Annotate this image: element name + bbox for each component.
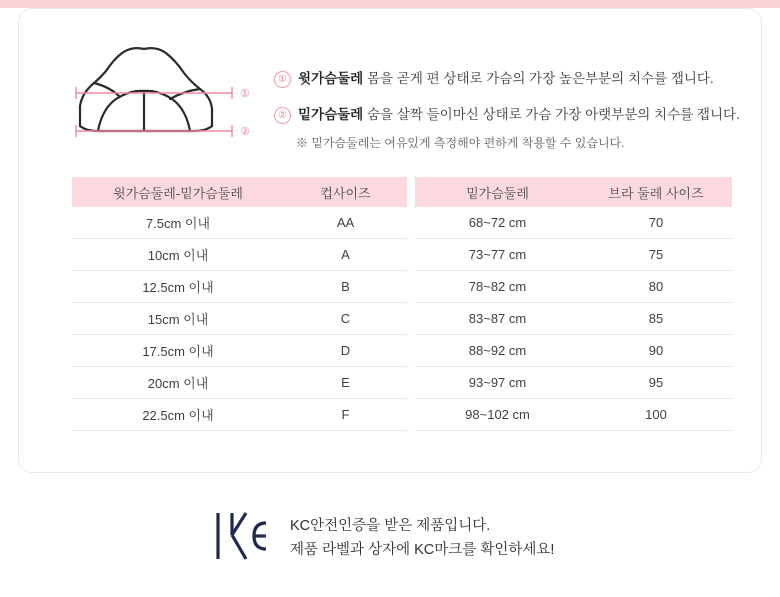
number-one-icon: ① <box>274 71 291 88</box>
cell-cup-size: C <box>284 303 407 335</box>
cell-underbust: 98~102 cm <box>415 399 580 431</box>
cup-size-table-body <box>72 207 407 431</box>
description-row-1 <box>274 69 744 89</box>
cup-size-table <box>72 177 407 431</box>
table-row <box>72 271 407 303</box>
table-row <box>415 335 732 367</box>
cell-bust-difference: 20cm 이내 <box>72 367 284 399</box>
bra-measurement-illustration <box>64 31 264 141</box>
cell-underbust: 68~72 cm <box>415 207 580 239</box>
description-row-2 <box>274 105 744 125</box>
table-row <box>415 207 732 239</box>
cell-bust-difference: 7.5cm 이내 <box>72 207 284 239</box>
cell-cup-size: F <box>284 399 407 431</box>
band-size-table-body <box>415 207 732 431</box>
table-header-row <box>415 177 732 207</box>
table-row <box>72 239 407 271</box>
cell-bust-difference: 10cm 이내 <box>72 239 284 271</box>
top-pink-band <box>0 0 780 8</box>
kc-logo-icon <box>210 505 272 572</box>
table-row <box>72 335 407 367</box>
cell-underbust: 73~77 cm <box>415 239 580 271</box>
number-two-icon: ② <box>274 107 291 124</box>
cell-bust-difference: 15cm 이내 <box>72 303 284 335</box>
cell-bust-difference: 22.5cm 이내 <box>72 399 284 431</box>
cell-cup-size: AA <box>284 207 407 239</box>
kc-certification-section <box>210 505 554 572</box>
table-row <box>72 303 407 335</box>
kc-line-2: 제품 라벨과 상자에 KC마크를 확인하세요! <box>290 541 555 558</box>
column-header-underbust: 밑가슴둘레 <box>415 177 580 207</box>
cell-band-size: 100 <box>580 399 732 431</box>
table-row <box>72 367 407 399</box>
table-row <box>72 399 407 431</box>
cell-underbust: 93~97 cm <box>415 367 580 399</box>
cell-band-size: 75 <box>580 239 732 271</box>
table-row <box>415 271 732 303</box>
illustration-label-bottom: ② <box>240 126 250 138</box>
description-body-2: 숨을 살짝 들이마신 상태로 가슴 가장 아랫부분의 치수를 잽니다. <box>363 106 740 122</box>
description-text-1 <box>298 69 714 89</box>
cell-underbust: 88~92 cm <box>415 335 580 367</box>
table-row <box>415 303 732 335</box>
cell-band-size: 95 <box>580 367 732 399</box>
measurement-note: ※ 밑가슴둘레는 여유있게 측정해야 편하게 착용할 수 있습니다. <box>296 136 625 151</box>
table-row <box>415 399 732 431</box>
table-row <box>415 367 732 399</box>
kc-text-block <box>290 515 554 563</box>
description-text-2 <box>298 105 740 125</box>
column-header-band-size: 브라 둘레 사이즈 <box>580 177 732 207</box>
cell-cup-size: D <box>284 335 407 367</box>
description-term-1: 윗가슴둘레 <box>298 71 364 86</box>
cell-band-size: 85 <box>580 303 732 335</box>
table-row <box>72 207 407 239</box>
measurement-descriptions <box>274 69 744 151</box>
cell-cup-size: A <box>284 239 407 271</box>
illustration-label-top: ① <box>240 88 250 100</box>
cell-underbust: 78~82 cm <box>415 271 580 303</box>
cell-bust-difference: 17.5cm 이내 <box>72 335 284 367</box>
kc-line-1: KC안전인증을 받은 제품입니다. <box>290 517 491 534</box>
table-spacer <box>407 177 415 431</box>
table-header-row <box>72 177 407 207</box>
cell-band-size: 70 <box>580 207 732 239</box>
cell-cup-size: E <box>284 367 407 399</box>
band-size-table-head <box>415 177 732 207</box>
column-header-bust-difference: 윗가슴둘레-밑가슴둘레 <box>72 177 284 207</box>
size-tables <box>72 177 732 431</box>
cell-cup-size: B <box>284 271 407 303</box>
cell-band-size: 90 <box>580 335 732 367</box>
band-size-table <box>415 177 732 431</box>
table-row <box>415 239 732 271</box>
cell-underbust: 83~87 cm <box>415 303 580 335</box>
description-body-1: 몸을 곧게 편 상태로 가슴의 가장 높은부분의 치수를 잽니다. <box>363 71 714 86</box>
column-header-cup-size: 컵사이즈 <box>284 177 407 207</box>
cell-band-size: 80 <box>580 271 732 303</box>
cell-bust-difference: 12.5cm 이내 <box>72 271 284 303</box>
cup-size-table-head <box>72 177 407 207</box>
size-guide-panel <box>18 8 762 473</box>
description-term-2: 밑가슴둘레 <box>298 106 364 122</box>
